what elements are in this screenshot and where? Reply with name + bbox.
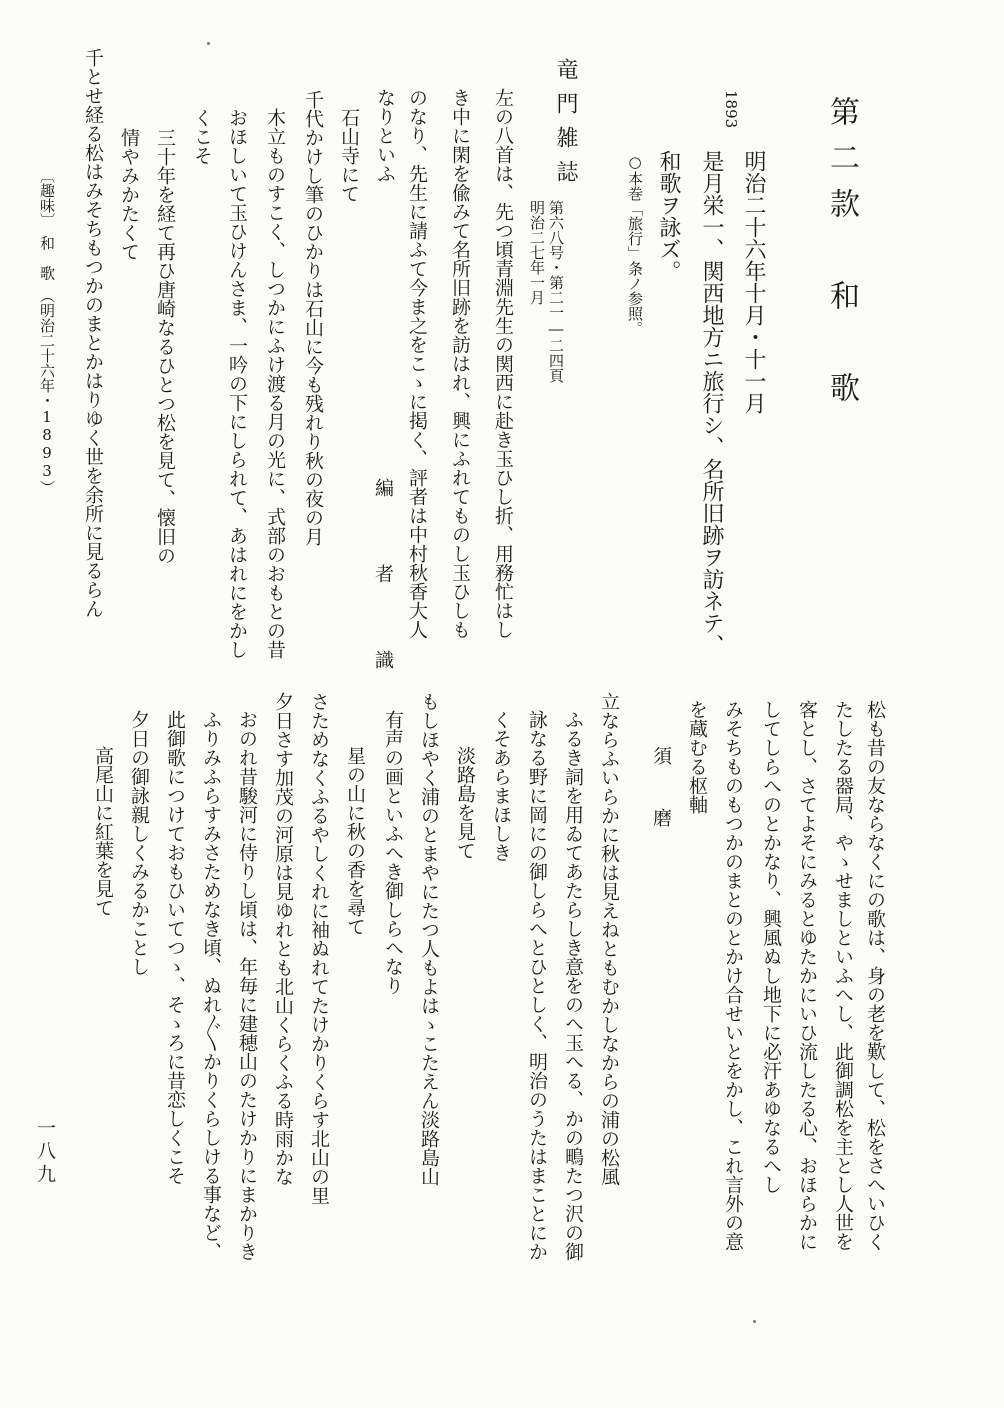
poem-suma: 立ならふいらかに秋は見えねともむかしなからの浦の松風	[598, 692, 620, 1186]
commentary-ishiyama-3: くこそ	[191, 108, 213, 165]
poem-ishiyama: 千代かけし筆のひかりは石山に今も残れり秋の夜の月	[302, 90, 324, 546]
poem-title-takao: 高尾山に紅葉を見て	[92, 746, 114, 917]
entry-line-1: 是月栄一、関西地方ニ旅行シ、名所旧跡ヲ訪ネテ、	[699, 150, 724, 656]
commentary-hoshi-1: おのれ昔駿河に侍りし頃は、年毎に建穂山のたけかりにまかりき	[236, 710, 258, 1261]
entry-line-2: 和歌ヲ詠ズ。	[656, 150, 681, 282]
source-name: 竜門雑誌	[553, 58, 578, 194]
commentary-hoshi-3: 此御歌につけておもひいてつゝ、そゝろに昔恋しくこそ	[164, 710, 186, 1185]
commentary-ishiyama-1: 木立ものすこく、しつかにふけ渡る月の光に、式部のおもとの昔	[264, 108, 286, 659]
upper-line-4: なりといふ	[374, 88, 396, 183]
entry-date: 明治二十六年十月・十一月	[741, 150, 766, 414]
poem-hoshi-2: 夕日さす加茂の河原は見ゆれとも北山くらくふる時雨かな	[272, 692, 294, 1186]
source-issue: 第六八号・第二一―二四頁	[547, 200, 565, 383]
commentary-suma-2: 詠なる野に岡にの御しらへとひとしく、明治のうたはまことにか	[526, 710, 548, 1261]
section-title: 第二款 和 歌	[824, 96, 859, 418]
running-footer: 〔趣味〕 和 歌 （明治二十六年・1893）	[38, 168, 56, 495]
commentary-suma-3: くそあらまほしき	[490, 710, 512, 862]
poem-title-karasaki-1: 三十年を経て再ひ唐崎なるひとつ松を見て、懐旧の	[154, 128, 176, 565]
poem-title-suma: 須 磨	[650, 746, 672, 839]
source-date: 明治二七年一月	[528, 200, 546, 305]
poem-awaji: もしほやく浦のとまやにたつ人もよはゝこたえん淡路島山	[418, 692, 440, 1186]
page-number: 一八九	[34, 1118, 56, 1187]
year-text: 1893	[721, 90, 740, 129]
poem-title-ishiyama: 石山寺にて	[338, 108, 360, 203]
entry-note: ○本巻「旅行」条ノ参照。	[626, 153, 644, 336]
editor-signature: 編 者 識	[372, 478, 394, 693]
upper-line-2: き中に閑を偸みて名所旧跡を訪はれ、興にふれてものし玉ひしも	[449, 88, 471, 639]
commentary-hoshi-2: ふりみふらすみさためなき頃、ぬれ〴〵かりくらしける事など、	[200, 710, 222, 1261]
upper-line-3: のなり、先生に請ふて今ま之をこゝに掲く、評者は中村秋香大人	[406, 88, 428, 639]
poem-title-karasaki-2: 情やみかたくて	[118, 128, 140, 261]
commentary-hoshi-4: 夕日の御詠親しくみるかことし	[128, 710, 150, 976]
poem-title-hoshi: 星の山に秋の香を尋て	[344, 746, 366, 936]
poem-hoshi-1: さためなくふるやしくれに袖ぬれてたけかりくらす北山の里	[308, 692, 330, 1205]
lower-line-6: を蔵むる枢軸	[686, 700, 708, 814]
lower-line-4: してしらへのとかなり、興風ぬし地下に必汗あゆなるへし	[760, 700, 782, 1194]
commentary-suma-1: ふるき詞を用ゐてあたらしき意をのへ玉へる、かの鴫たつ沢の御	[562, 710, 584, 1261]
entry-year-western	[723, 90, 738, 128]
scan-speck	[753, 1320, 756, 1323]
poem-karasaki: 千とせ経る松はみそちもつかのまとかはりゆく世を余所に見るらん	[82, 48, 104, 618]
lower-line-3: 客とし、さてよそにみるとゆたかにいひ流したる心、おほらかに	[796, 700, 818, 1251]
commentary-awaji: 有声の画といふへき御しらへなり	[382, 710, 404, 995]
commentary-ishiyama-2: おほしいて玉ひけんさま、一吟の下にしられて、あはれにをかし	[226, 108, 248, 659]
lower-line-5: みそちものもつかのまとのとかけ合せいとをかし、これ言外の意	[722, 700, 744, 1251]
scan-speck	[207, 42, 210, 45]
lower-line-2: たしたる器局、やゝせましといふへし、此御調松を主とし人世を	[832, 700, 854, 1251]
poem-title-awaji: 淡路島を見て	[454, 746, 476, 860]
upper-line-1: 左の八首は、先つ頃青淵先生の関西に赴き玉ひし折、用務忙はし	[492, 88, 514, 639]
lower-line-1: 松も昔の友ならなくにの歌は、身の老を歎して、松をさへいひく	[864, 700, 886, 1251]
